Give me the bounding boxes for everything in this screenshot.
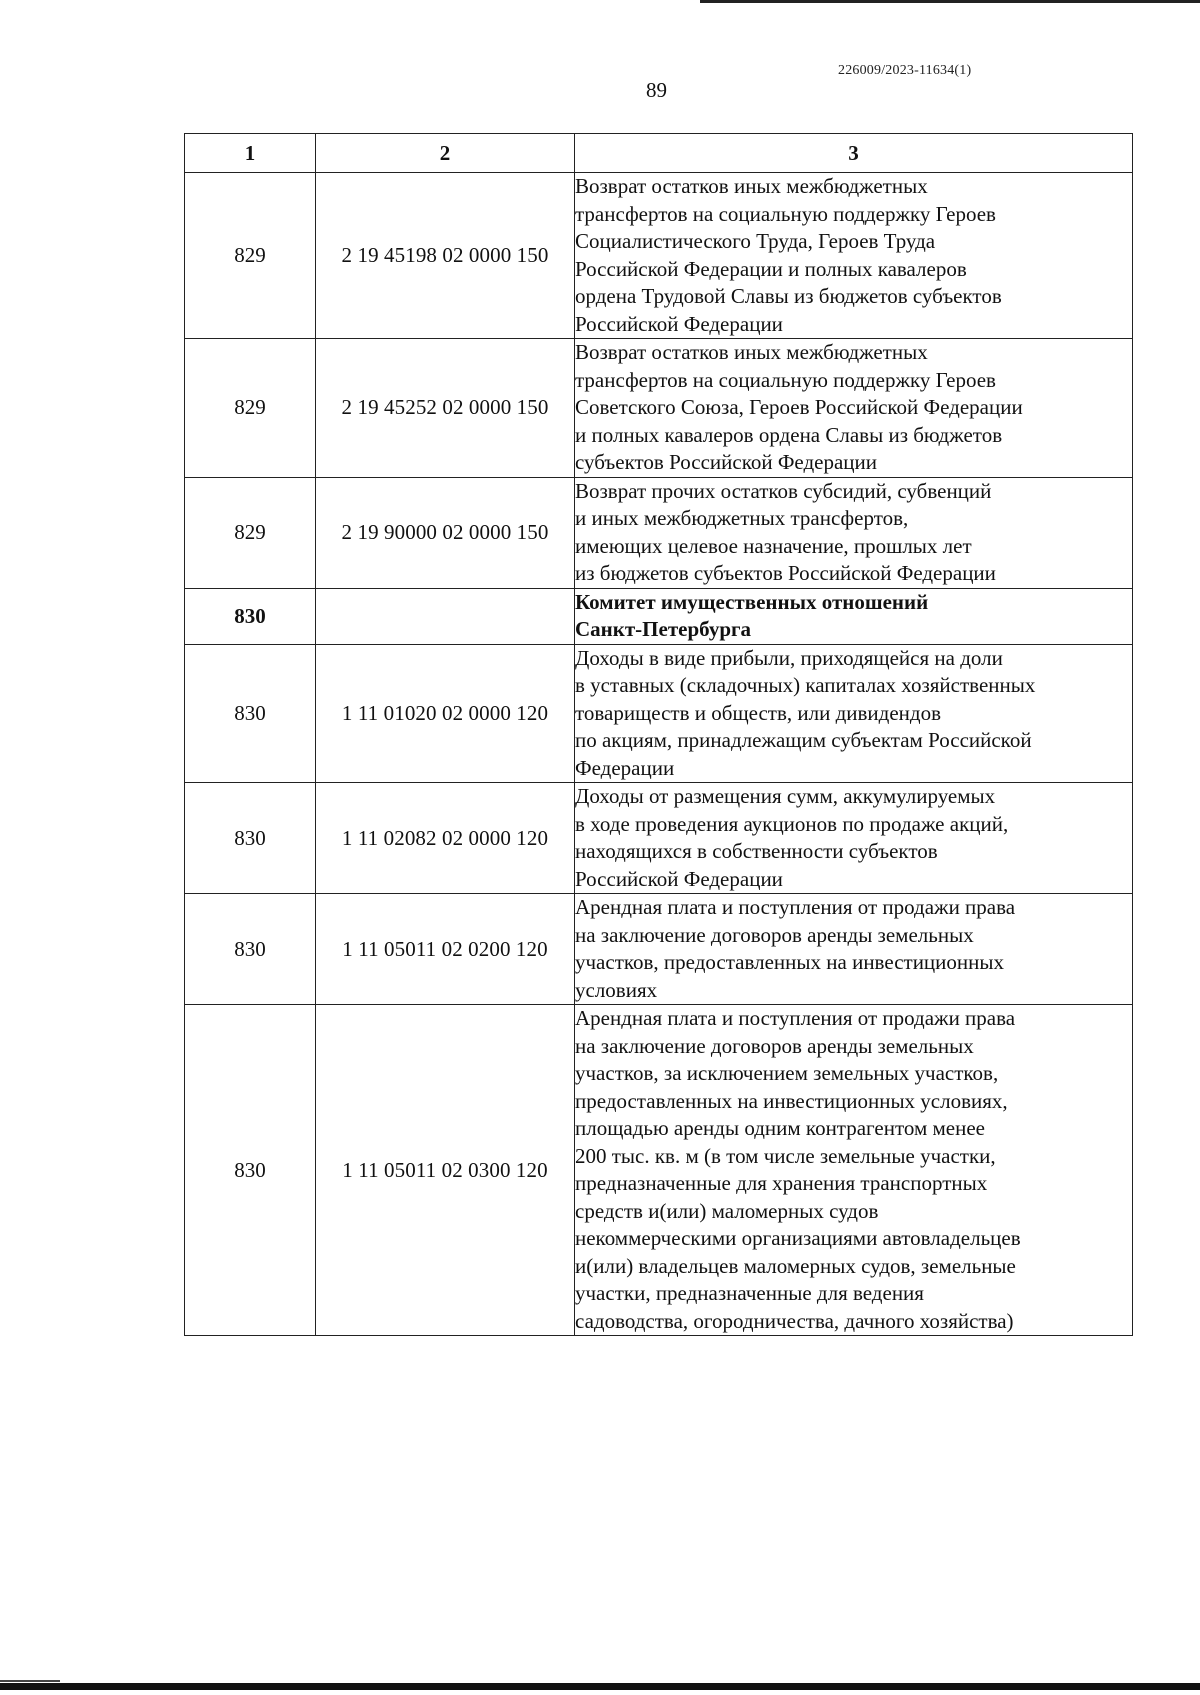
- description-line: Социалистического Труда, Героев Труда: [575, 229, 936, 253]
- description-line: Санкт-Петербурга: [575, 617, 752, 641]
- description-line: предоставленных на инвестиционных условиях,: [575, 1088, 1008, 1113]
- admin-code-cell: 829: [185, 477, 316, 588]
- description-line: условиях: [575, 977, 658, 1002]
- budget-classification-code-cell: 1 11 01020 02 0000 120: [316, 644, 575, 783]
- document-number: 226009/2023-11634(1): [838, 63, 972, 78]
- table-header-row: [185, 134, 1133, 173]
- description-line: Советского Союза, Героев Российской Федерации: [575, 395, 1023, 419]
- description-line: площадью аренды одним контрагентом менее: [575, 1116, 985, 1140]
- table-row: [185, 588, 1133, 644]
- admin-code-cell: 830: [185, 588, 316, 644]
- description-line: участков, предоставленных на инвестиционных: [575, 950, 1004, 974]
- description-cell: [575, 783, 1133, 894]
- description-line: Возврат прочих остатков субсидий, субвенций: [575, 478, 992, 503]
- description-line: 200 тыс. кв. м (в том числе земельные участки,: [575, 1143, 996, 1168]
- budget-classification-code-cell: 2 19 45198 02 0000 150: [316, 173, 575, 339]
- description-line: Доходы в виде прибыли, приходящейся на доли: [575, 645, 1003, 670]
- description-line: на заключение договоров аренды земельных: [575, 1033, 974, 1058]
- description-line: участков, за исключением земельных участков,: [575, 1061, 999, 1085]
- description-cell: [575, 1005, 1133, 1336]
- description-line: Арендная плата и поступления от продажи права: [575, 895, 1016, 919]
- top-scan-rule: [700, 0, 1200, 3]
- description-line: в ходе проведения аукционов по продаже акций,: [575, 811, 1009, 836]
- budget-codes-table: [184, 133, 1133, 1336]
- description-line: находящихся в собственности субъектов: [575, 839, 938, 863]
- description-line: по акциям, принадлежащим субъектам Российской: [575, 728, 1032, 752]
- description-line: и полных кавалеров ордена Славы из бюджетов: [575, 422, 1003, 447]
- description-line: ордена Трудовой Славы из бюджетов субъектов: [575, 284, 1002, 308]
- description-line: Возврат остатков иных межбюджетных: [575, 340, 928, 364]
- description-line: садоводства, огородничества, дачного хозяйства): [575, 1308, 1014, 1333]
- admin-code-cell: 830: [185, 1005, 316, 1336]
- description-cell: [575, 588, 1133, 644]
- description-line: Российской Федерации: [575, 311, 783, 336]
- budget-classification-code-cell: 1 11 02082 02 0000 120: [316, 783, 575, 894]
- description-line: и иных межбюджетных трансфертов,: [575, 506, 909, 530]
- description-line: некоммерческими организациями автовладельцев: [575, 1226, 1021, 1250]
- column-header-2: 2: [316, 134, 575, 173]
- table-row: [185, 339, 1133, 478]
- description-line: Доходы от размещения сумм, аккумулируемых: [575, 784, 996, 808]
- admin-code-cell: 830: [185, 783, 316, 894]
- description-line: Возврат остатков иных межбюджетных: [575, 174, 928, 198]
- description-line: имеющих целевое назначение, прошлых лет: [575, 533, 972, 558]
- description-cell: [575, 477, 1133, 588]
- description-line: и(или) владельцев маломерных судов, земельные: [575, 1253, 1016, 1278]
- description-line: трансфертов на социальную поддержку Героев: [575, 367, 996, 392]
- description-line: участки, предназначенные для ведения: [575, 1281, 924, 1305]
- table-row: [185, 1005, 1133, 1336]
- description-line: Российской Федерации и полных кавалеров: [575, 256, 967, 281]
- admin-code-cell: 830: [185, 644, 316, 783]
- page-number: 89: [646, 78, 667, 102]
- description-line: трансфертов на социальную поддержку Героев: [575, 201, 996, 226]
- description-cell: [575, 644, 1133, 783]
- bottom-scan-rule-thin: [0, 1680, 60, 1682]
- description-line: в уставных (складочных) капиталах хозяйственных: [575, 673, 1036, 697]
- description-cell: [575, 894, 1133, 1005]
- column-header-3: 3: [575, 134, 1133, 173]
- table-row: [185, 173, 1133, 339]
- description-line: из бюджетов субъектов Российской Федерации: [575, 561, 996, 585]
- admin-code-cell: 829: [185, 173, 316, 339]
- column-header-1: 1: [185, 134, 316, 173]
- budget-classification-code-cell: 2 19 90000 02 0000 150: [316, 477, 575, 588]
- description-line: предназначенные для хранения транспортных: [575, 1171, 988, 1195]
- budget-classification-code-cell: [316, 588, 575, 644]
- description-line: средств и(или) маломерных судов: [575, 1198, 879, 1223]
- description-line: Российской Федерации: [575, 866, 783, 891]
- table-row: [185, 644, 1133, 783]
- admin-code-cell: 830: [185, 894, 316, 1005]
- budget-classification-code-cell: 2 19 45252 02 0000 150: [316, 339, 575, 478]
- bottom-scan-rule: [0, 1683, 1200, 1690]
- description-line: субъектов Российской Федерации: [575, 450, 878, 474]
- description-line: Комитет имущественных отношений: [575, 589, 929, 614]
- table-row: [185, 477, 1133, 588]
- table-row: [185, 783, 1133, 894]
- description-line: товариществ и обществ, или дивидендов: [575, 700, 942, 725]
- description-line: Арендная плата и поступления от продажи права: [575, 1006, 1016, 1030]
- budget-classification-code-cell: 1 11 05011 02 0200 120: [316, 894, 575, 1005]
- description-cell: [575, 173, 1133, 339]
- description-cell: [575, 339, 1133, 478]
- admin-code-cell: 829: [185, 339, 316, 478]
- description-line: Федерации: [575, 755, 675, 780]
- description-line: на заключение договоров аренды земельных: [575, 922, 974, 947]
- table-row: [185, 894, 1133, 1005]
- budget-classification-code-cell: 1 11 05011 02 0300 120: [316, 1005, 575, 1336]
